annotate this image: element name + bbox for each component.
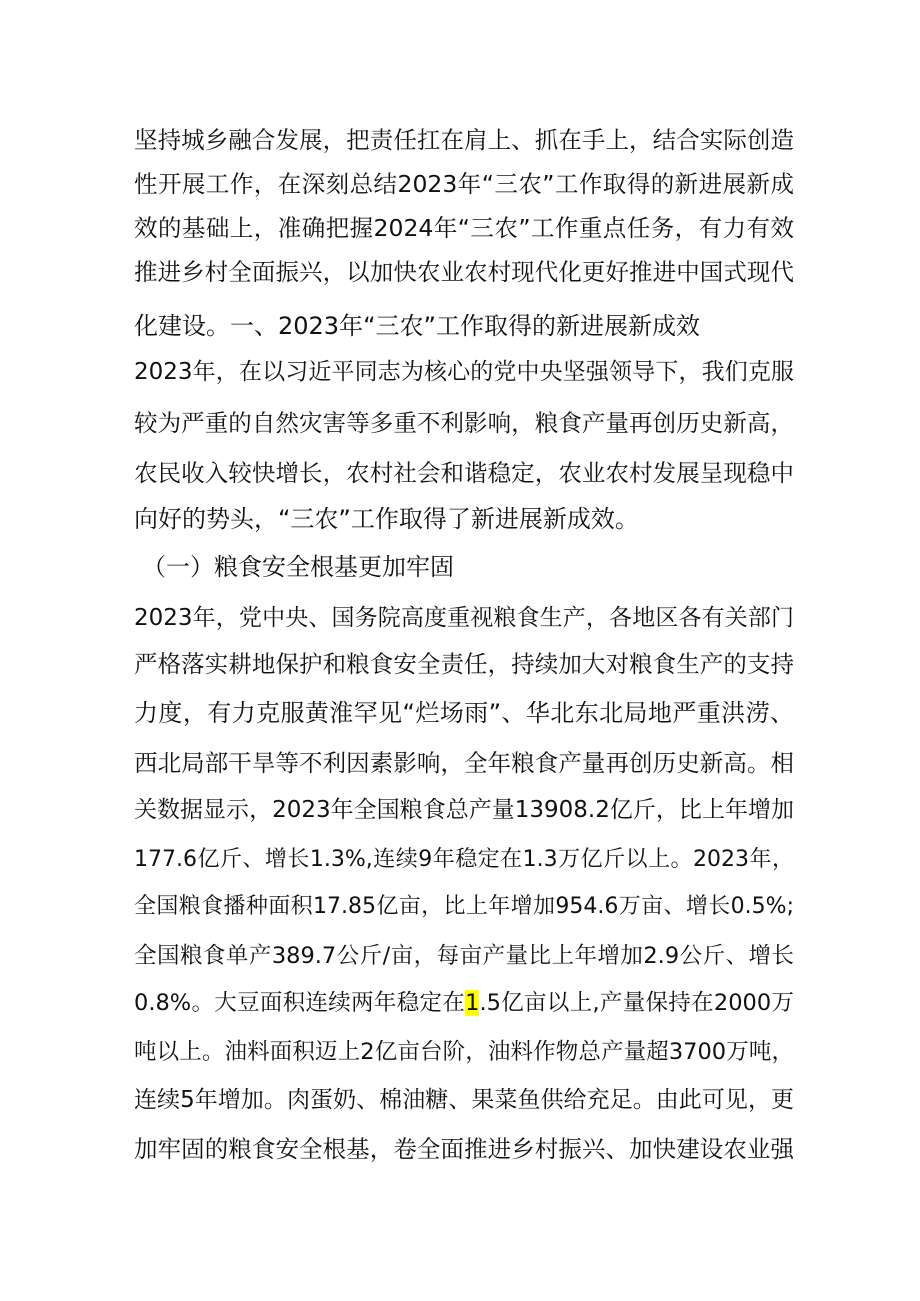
paragraph-line: 连续5年增加。肉蛋奶、棉油糖、果菜鱼供给充足。由此可见，更 (134, 1087, 794, 1113)
paragraph-line: 2023年，党中央、国务院高度重视粮食生产，各地区各有关部门 (134, 605, 794, 631)
paragraph-line: 177.6亿斤、增长1.3%,连续9年稳定在1.3万亿斤以上。2023年， (134, 847, 794, 872)
paragraph-line: 吨以上。油料面积迈上2亿亩台阶，油料作物总产量超3700万吨， (134, 1039, 794, 1065)
paragraph-line: 效的基础上，准确把握2024年“三农”工作重点任务，有力有效 (134, 214, 794, 242)
paragraph-line: 推进乡村全面振兴，以加快农业农村现代化更好推进中国式现代 (134, 258, 794, 286)
paragraph-line: 严格落实耕地保护和粮食安全责任，持续加大对粮食生产的支持 (134, 650, 794, 678)
paragraph-line: 西北局部干旱等不利因素影响，全年粮食产量再创历史新高。相 (134, 749, 794, 777)
paragraph-line: 向好的势头，“三农”工作取得了新进展新成效。 (134, 505, 639, 533)
section-heading-line: 化建设。一、2023年“三农”工作取得的新进展新成效 (134, 312, 700, 340)
paragraph-line: 性开展工作，在深刻总结2023年“三农”工作取得的新进展新成 (134, 170, 794, 198)
paragraph-line: 全国粮食单产389.7公斤/亩，每亩产量比上年增加2.9公斤、增长 (134, 943, 794, 969)
line-text-before: 0.8%。大豆面积连续两年稳定在 (134, 990, 466, 1016)
paragraph-line: 2023年，在以习近平同志为核心的党中央坚强领导下，我们克服 (134, 359, 794, 385)
paragraph-line: 全国粮食播种面积17.85亿亩，比上年增加954.6万亩、增长0.5%; (134, 894, 794, 919)
paragraph-line: 农民收入较快增长，农村社会和谐稳定，农业农村发展呈现稳中 (134, 459, 794, 487)
paragraph-line-with-highlight (134, 980, 794, 1026)
paragraph-line: 加牢固的粮食安全根基，卷全面推进乡村振兴、加快建设农业强 (134, 1135, 794, 1163)
subsection-heading: （一）粮食安全根基更加牢固 (142, 553, 454, 581)
paragraph-line: 坚持城乡融合发展，把责任扛在肩上、抓在手上，结合实际创造 (134, 126, 794, 154)
highlighted-text: 1 (465, 990, 480, 1016)
paragraph-line: 力度，有力克服黄淮罕见“烂场雨”、华北东北局地严重洪涝、 (134, 699, 794, 727)
line-text-after: .5亿亩以上,产量保持在2000万 (479, 990, 794, 1016)
paragraph-line: 较为严重的自然灾害等多重不利影响，粮食产量再创历史新高， (134, 409, 794, 437)
paragraph-line: 关数据显示，2023年全国粮食总产量13908.2亿斤，比上年增加 (134, 797, 794, 823)
